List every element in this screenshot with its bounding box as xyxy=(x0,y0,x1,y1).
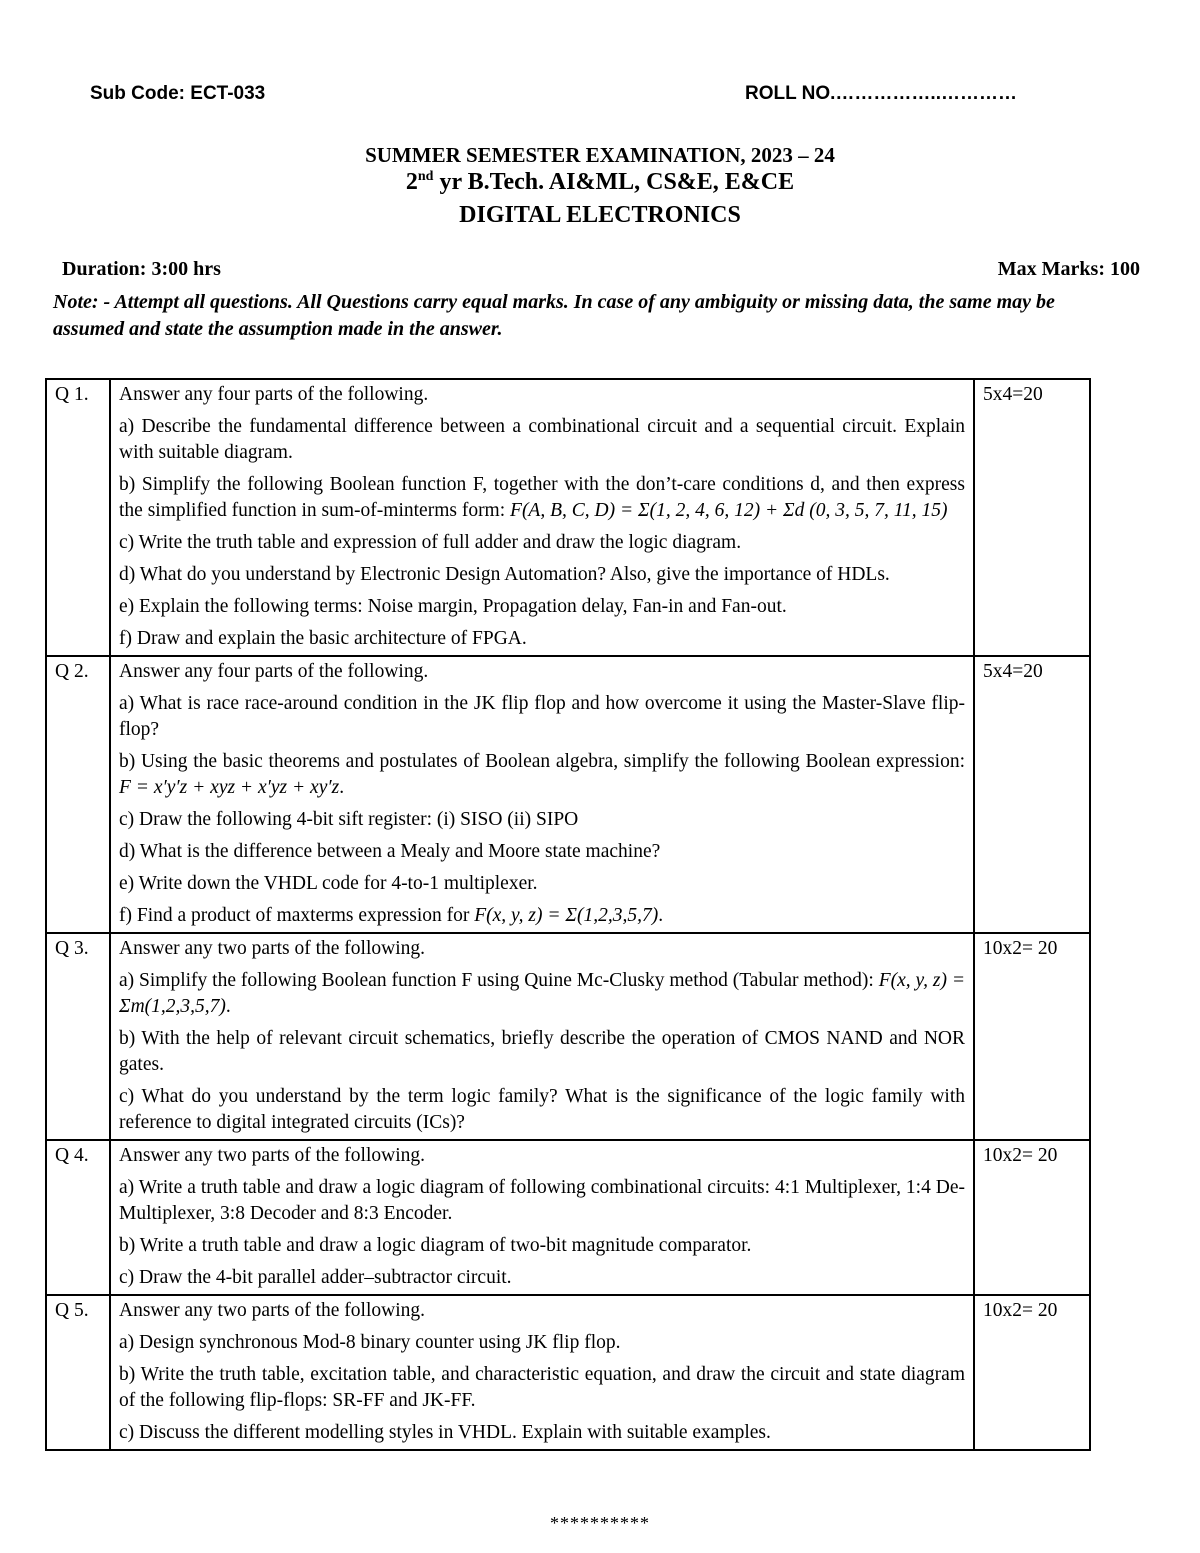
question-part xyxy=(119,594,965,620)
course-rest: yr B.Tech. AI&ML, CS&E, E&CE xyxy=(433,169,795,195)
question-table xyxy=(45,378,1091,1451)
part-text: f) Find a product of maxterms expression for xyxy=(119,905,475,926)
question-part xyxy=(119,807,965,833)
question-body xyxy=(110,656,974,933)
question-part xyxy=(119,1175,965,1227)
part-text: e) Explain the following terms: Noise margin, Propagation delay, Fan-in and Fan-out. xyxy=(119,596,787,617)
part-math-expression: F(x, y, z) = Σ(1,2,3,5,7) xyxy=(474,905,659,926)
question-body xyxy=(110,1295,974,1450)
question-body xyxy=(110,933,974,1140)
part-text: e) Write down the VHDL code for 4-to-1 multiplexer. xyxy=(119,873,538,894)
part-text: a) Describe the fundamental difference between a combinational circuit and a sequential circuit. Explain with suitable diagram. xyxy=(119,416,965,463)
question-part xyxy=(119,1026,965,1078)
question-part xyxy=(119,1084,965,1136)
part-punctuation: . xyxy=(225,996,231,1017)
question-part xyxy=(119,691,965,743)
question-instruction: Answer any two parts of the following. xyxy=(119,938,425,959)
part-text: a) Simplify the following Boolean function F using Quine Mc-Clusky method (Tabular method): xyxy=(119,970,879,991)
part-text: b) Write a truth table and draw a logic diagram of two-bit magnitude comparator. xyxy=(119,1235,752,1256)
question-instruction: Answer any two parts of the following. xyxy=(119,1300,425,1321)
question-part xyxy=(119,839,965,865)
course-line xyxy=(0,169,1200,196)
question-part xyxy=(119,472,965,524)
part-math-expression: F(x, y, z) = Σm(1,2,3,5,7) xyxy=(119,970,965,1017)
exam-title: SUMMER SEMESTER EXAMINATION, 2023 – 24 xyxy=(365,143,835,167)
question-row xyxy=(46,933,1090,1140)
question-part xyxy=(119,530,965,556)
question-part xyxy=(119,968,965,1020)
end-stars: ********** xyxy=(550,1513,650,1533)
question-number: Q 2. xyxy=(46,656,110,933)
question-row xyxy=(46,379,1090,656)
question-body xyxy=(110,1140,974,1295)
part-text: f) Draw and explain the basic architecture of FPGA. xyxy=(119,628,527,649)
question-row xyxy=(46,1140,1090,1295)
question-part xyxy=(119,1330,965,1356)
course-suffix: nd xyxy=(417,169,434,184)
question-part xyxy=(119,1233,965,1259)
question-number: Q 3. xyxy=(46,933,110,1140)
part-text: c) Write the truth table and expression of full adder and draw the logic diagram. xyxy=(119,532,742,553)
part-text: c) Draw the following 4-bit sift register: (i) SISO (ii) SIPO xyxy=(119,809,579,830)
question-part xyxy=(119,871,965,897)
part-text: d) What is the difference between a Mealy and Moore state machine? xyxy=(119,841,661,862)
question-part xyxy=(119,562,965,588)
course-ordinal: 2 xyxy=(405,169,418,195)
part-math-expression: F(A, B, C, D) = Σ(1, 2, 4, 6, 12) + Σd (0, 3, 5, 7, 11, 15) xyxy=(510,500,948,521)
subject-title: DIGITAL ELECTRONICS xyxy=(459,202,741,228)
question-marks: 10x2= 20 xyxy=(974,1295,1090,1450)
part-text: c) Draw the 4-bit parallel adder–subtractor circuit. xyxy=(119,1267,512,1288)
part-text: b) With the help of relevant circuit schematics, briefly describe the operation of CMOS NAND and NOR gates. xyxy=(119,1028,965,1075)
part-text: a) Write a truth table and draw a logic diagram of following combinational circuits: 4:1 Multiplexer, 1:4 De-Multiplexer, 3:8 Decoder and 8:3 Encoder. xyxy=(119,1177,965,1224)
question-instruction: Answer any four parts of the following. xyxy=(119,384,429,405)
part-text: b) Using the basic theorems and postulates of Boolean algebra, simplify the following Boolean expression: xyxy=(119,751,965,772)
question-part xyxy=(119,749,965,801)
question-marks: 5x4=20 xyxy=(974,656,1090,933)
part-text: a) What is race race-around condition in the JK flip flop and how overcome it using the Master-Slave flip-flop? xyxy=(119,693,965,740)
question-body xyxy=(110,379,974,656)
part-text: c) What do you understand by the term logic family? What is the significance of the logic family with reference to digital integrated circuits (ICs)? xyxy=(119,1086,965,1133)
question-number: Q 4. xyxy=(46,1140,110,1295)
question-part xyxy=(119,1362,965,1414)
question-number: Q 5. xyxy=(46,1295,110,1450)
part-punctuation: . xyxy=(658,905,664,926)
duration: Duration: 3:00 hrs xyxy=(62,258,221,280)
part-text: b) Write the truth table, excitation table, and characteristic equation, and draw the circuit and state diagram of the following flip-flops: SR-FF and JK-FF. xyxy=(119,1364,965,1411)
question-part xyxy=(119,1420,965,1446)
max-marks: Max Marks: 100 xyxy=(997,258,1140,280)
question-marks: 5x4=20 xyxy=(974,379,1090,656)
part-text: a) Design synchronous Mod-8 binary counter using JK flip flop. xyxy=(119,1332,621,1353)
question-row xyxy=(46,656,1090,933)
question-instruction: Answer any four parts of the following. xyxy=(119,661,429,682)
question-part xyxy=(119,1265,965,1291)
question-part xyxy=(119,414,965,466)
question-part xyxy=(119,903,965,929)
question-instruction: Answer any two parts of the following. xyxy=(119,1145,425,1166)
sub-code: Sub Code: ECT-033 xyxy=(90,83,266,104)
question-part xyxy=(119,626,965,652)
part-punctuation: . xyxy=(339,777,345,798)
note: Note: - Attempt all questions. All Questions carry equal marks. In case of any ambiguity or missing data, the same may be assumed and state the assumption made in the answer. xyxy=(53,291,1055,340)
question-row xyxy=(46,1295,1090,1450)
part-text: d) What do you understand by Electronic Design Automation? Also, give the importance of HDLs. xyxy=(119,564,890,585)
part-text: b) Simplify the following Boolean function F, together with the don’t-care conditions d, and then express the simplified function in sum-of-minterms form: xyxy=(119,474,965,521)
part-math-expression: F = x′y′z + xyz + x′yz + xy′z xyxy=(119,777,340,798)
roll-no: ROLL NO.……………..………… xyxy=(745,83,1017,104)
part-text: c) Discuss the different modelling styles in VHDL. Explain with suitable examples. xyxy=(119,1422,771,1443)
question-number: Q 1. xyxy=(46,379,110,656)
question-marks: 10x2= 20 xyxy=(974,1140,1090,1295)
question-marks: 10x2= 20 xyxy=(974,933,1090,1140)
